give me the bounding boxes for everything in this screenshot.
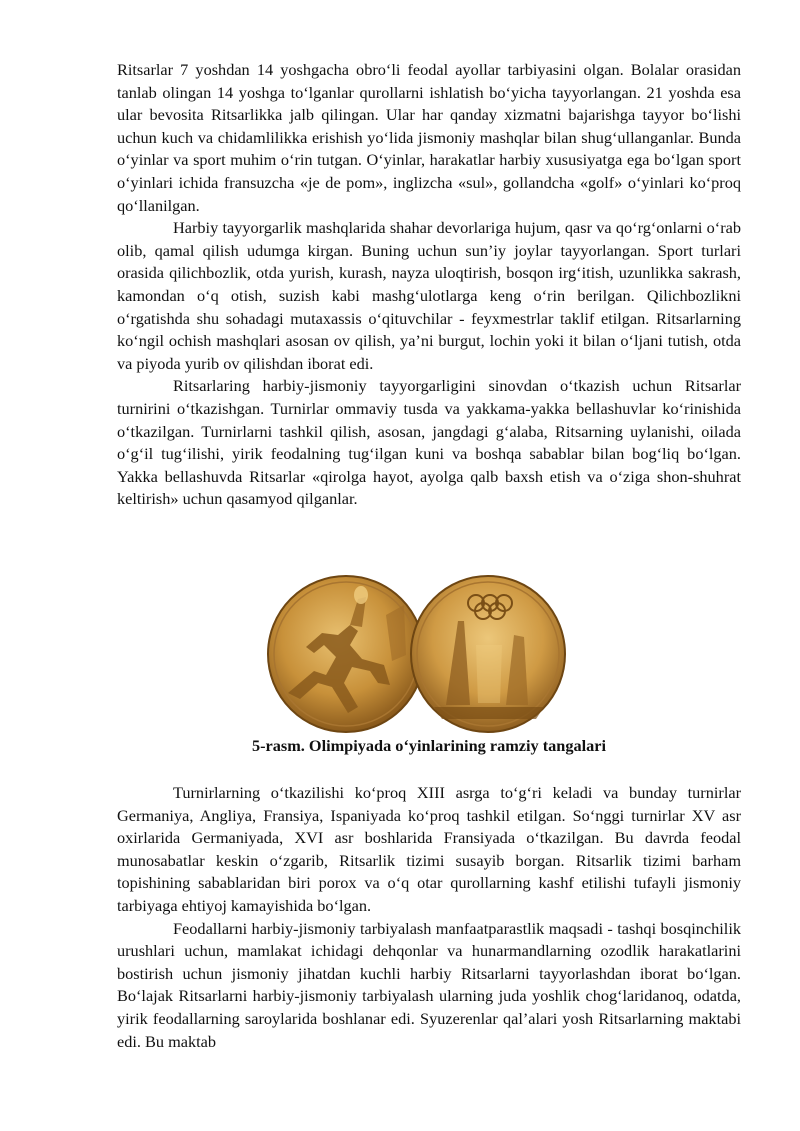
medals-figure: [266, 575, 566, 733]
text-block-top: [117, 59, 741, 511]
medal-reverse: [411, 576, 565, 732]
paragraph: Harbiy tayyorgarlik mashqlarida shahar devorlariga hujum, qasr va qo‘rg‘onlarni o‘rab olib, qamal qilish udumga kirgan. Buning uchun sun’iy joylar tayyorlangan. Sport turlari orasida qilichbozlik, otda yurish, kurash, nayza uloqtirish, bosqon irg‘itish, uzunlikka sakrash, kamondan o‘q otish, suzish kabi mashg‘ulotlarga keng o‘rin berilgan. Qilichbozlikni o‘rgatishda shu sohadagi mutaxassis o‘qituvchilar - feyxmestrlar taklif etilgan. Ritsarlarning ko‘ngil ochish mashqlari asosan ov qilish, ya’ni burgut, lochin yoki it bilan o‘ljani tutish, otda va piyoda yurib ov qilishdan iborat edi.: [117, 218, 741, 373]
figure-caption: 5-rasm. Olimpiyada o‘yinlarining ramziy tangalari: [251, 736, 607, 755]
paragraph: Ritsarlar 7 yoshdan 14 yoshgacha obro‘li feodal ayollar tarbiyasini olgan. Bolalar orasidan tanlab olingan 14 yoshga to‘lganlar qurollarni ishlatish bo‘yicha tayyorlangan. 21 yoshda esa ular bevosita Ritsarlikka jalb qilingan. Ular har qanday xizmatni bajarishga tayyor bo‘lishi uchun kuch va chidamlilikka erishish yo‘lida jismoniy mashqlar bilan shug‘ullanganlar. Bunda o‘yinlar va sport muhim o‘rin tutgan. O‘yinlar, harakatlar harbiy xususiyatga ega bo‘lgan sport o‘yinlari ichida fransuzcha «je de pom», inglizcha «sul», gollandcha «golf» o‘yinlari ko‘proq qo‘llanilgan.: [117, 60, 741, 215]
medal-obverse: [268, 576, 424, 732]
paragraph: Turnirlarning o‘tkazilishi ko‘proq XIII asrga to‘g‘ri keladi va bunday turnirlar Germaniya, Angliya, Fransiya, Ispaniyada ko‘proq tashkil etilgan. So‘nggi turnirlar XV asr oxirlarida Germaniyada, XVI asr boshlarida Fransiyada o‘tkazilgan. Bu davrda feodal munosabatlar keskin o‘zgarib, Ritsarlik tizimi susayib borgan. Ritsarlik tizimi barham topishining sabablaridan biri porox va o‘q otar qurollarning kashf etilishi tufayli jismoniy tarbiyaga ehtiyoj kamayishida bo‘lgan.: [117, 783, 741, 915]
paragraph: Feodallarni harbiy-jismoniy tarbiyalash manfaatparastlik maqsadi - tashqi bosqinchilik urushlari uchun, mamlakat ichidagi dehqonlar va hunarmandlarning ozodlik harakatlarini bostirish uchun jismoniy jihatdan kuchli harbiy Ritsarlarni tayyorlashdan iborat bo‘lgan. Bo‘lajak Ritsarlarni harbiy-jismoniy tarbiyalash ularning juda yoshlik chog‘laridanoq, odatda, yirik feodallarning saroylarida boshlanar edi. Syuzerenlar qal’alari yosh Ritsarlarning maktabi edi. Bu maktab: [117, 918, 741, 1051]
paragraph: Ritsarlaring harbiy-jismoniy tayyorgarligini sinovdan o‘tkazish uchun Ritsarlar turnirini o‘tkazishgan. Turnirlar ommaviy tusda va yakkama-yakka bellashuvlar ko‘rinishida o‘tkazilgan. Turnirlarni tashkil qilish, asosan, jangdagi g‘alaba, Ritsarning uylanishi, oilada o‘g‘il tug‘ilishi, yirik feodalning tug‘ilgan kuni va boshqa sabablar bilan bog‘liq bo‘lgan. Yakka bellashuvda Ritsarlar «qirolga hayot, ayolga qalb baxsh etish va o‘ziga shon-shuhrat keltirish» uchun qasamyod qilganlar.: [117, 376, 741, 509]
text-block-bottom: [117, 782, 741, 1053]
olympic-medals-image: [266, 575, 566, 733]
